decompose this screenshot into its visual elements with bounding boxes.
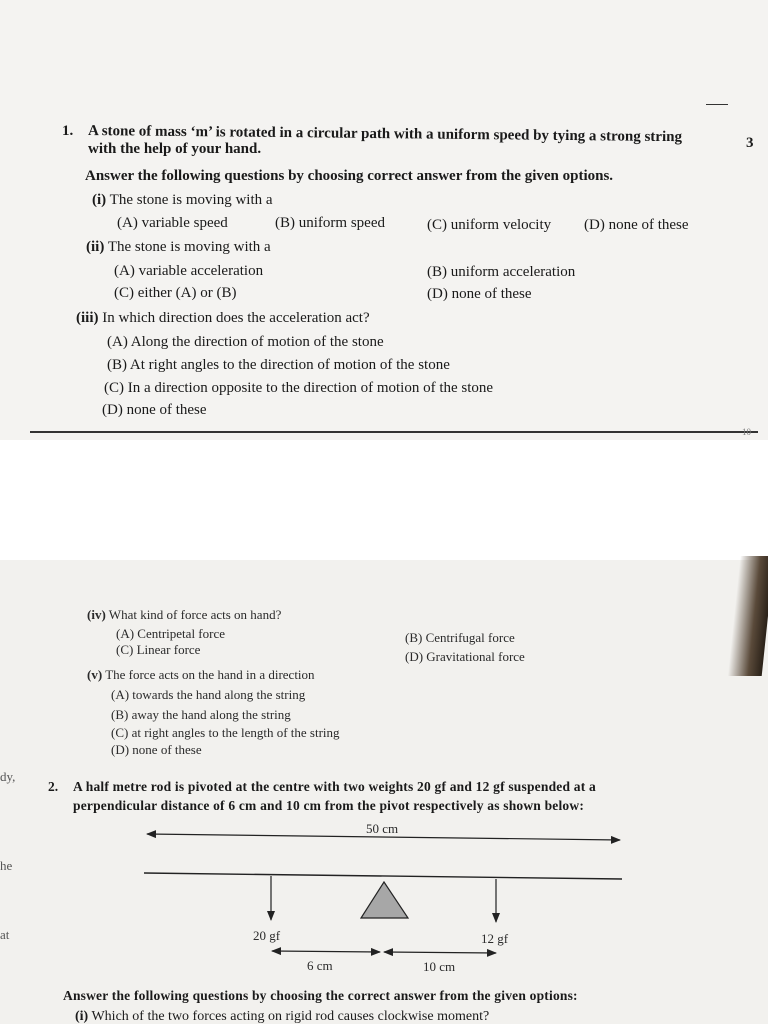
pivot-fulcrum (361, 882, 408, 918)
margin-fragment-3: at (0, 927, 10, 942)
margin-fragment-1: dy, (0, 769, 16, 784)
q1-v-text: The force acts on the hand in a direction (105, 667, 315, 682)
q1-ii-option-a: (A) variable acceleration (114, 263, 264, 279)
q1-iv-option-d: (D) Gravitational force (405, 649, 525, 664)
q1-v-option-d: (D) none of these (111, 742, 202, 757)
q2-stem-line2: perpendicular distance of 6 cm and 10 cm from the pivot respectively as shown below: (73, 798, 585, 813)
q1-v-label: (v) (87, 667, 103, 682)
q1-iii-option-d: (D) none of these (102, 402, 207, 418)
right-weight-label: 12 gf (481, 931, 509, 946)
right-distance-label: 10 cm (423, 959, 456, 974)
q1-ii-label: (ii) (86, 239, 105, 255)
q1-ii-option-b: (B) uniform acceleration (427, 264, 576, 280)
margin-fragment-2: he (0, 858, 13, 873)
q2-i-text: Which of the two forces acting on rigid rod causes clockwise moment? (91, 1009, 490, 1024)
q2-i-question (75, 1008, 489, 1026)
q1-i-option-d: (D) none of these (584, 217, 689, 233)
left-weight-label: 20 gf (253, 928, 281, 943)
q1-ii-option-c: (C) either (A) or (B) (114, 285, 237, 301)
q1-iii-label: (iii) (76, 310, 99, 326)
q1-iii-option-a: (A) Along the direction of motion of the stone (107, 334, 384, 350)
q1-i-text: The stone is moving with a (109, 192, 273, 208)
q1-stem-line2: with the help of your hand. (88, 141, 262, 157)
rod (144, 873, 622, 879)
q1-iv-option-a: (A) Centripetal force (116, 626, 226, 641)
q1-margin-mark: 3 (746, 135, 754, 151)
q1-iv-text: What kind of force acts on hand? (108, 607, 282, 622)
q1-iii-option-b: (B) At right angles to the direction of motion of the stone (107, 357, 450, 373)
q1-ii-text: The stone is moving with a (107, 239, 271, 255)
q1-stem-line1: A stone of mass ‘m’ is rotated in a circular path with a uniform speed by tying a strong string (87, 123, 683, 146)
left-distance-label: 6 cm (307, 958, 333, 973)
q1-iii-option-c: (C) In a direction opposite to the direction of motion of the stone (104, 380, 494, 396)
q2-stem-line1: A half metre rod is pivoted at the centre with two weights 20 gf and 12 gf suspended at a (73, 779, 596, 794)
q1-number: 1. (62, 123, 74, 139)
total-length-label: 50 cm (366, 821, 399, 836)
q2-i-label: (i) (75, 1009, 89, 1024)
q1-iv-option-c: (C) Linear force (116, 642, 201, 657)
top-page-footer: 10 (742, 427, 751, 437)
q1-iii-text: In which direction does the acceleration act? (102, 310, 370, 326)
q1-iv-label: (iv) (87, 607, 106, 622)
q1-i-option-b: (B) uniform speed (275, 215, 385, 231)
q1-i-option-a: (A) variable speed (117, 215, 228, 231)
q1-i-option-c: (C) uniform velocity (427, 217, 552, 233)
q2-number: 2. (48, 779, 59, 794)
right-distance-arrow (384, 952, 496, 953)
q1-iv-option-b: (B) Centrifugal force (405, 630, 515, 645)
q1-v-option-b: (B) away the hand along the string (111, 707, 291, 722)
q1-ii-option-d: (D) none of these (427, 286, 532, 302)
q1-v-option-a: (A) towards the hand along the string (111, 687, 306, 702)
q2-instruction: Answer the following questions by choosing the correct answer from the given options: (63, 988, 578, 1003)
q1-instruction: Answer the following questions by choosing correct answer from the given options. (85, 168, 614, 184)
left-distance-arrow (272, 951, 380, 952)
q1-i-label: (i) (92, 192, 107, 208)
q1-v-option-c: (C) at right angles to the length of the string (111, 725, 340, 740)
